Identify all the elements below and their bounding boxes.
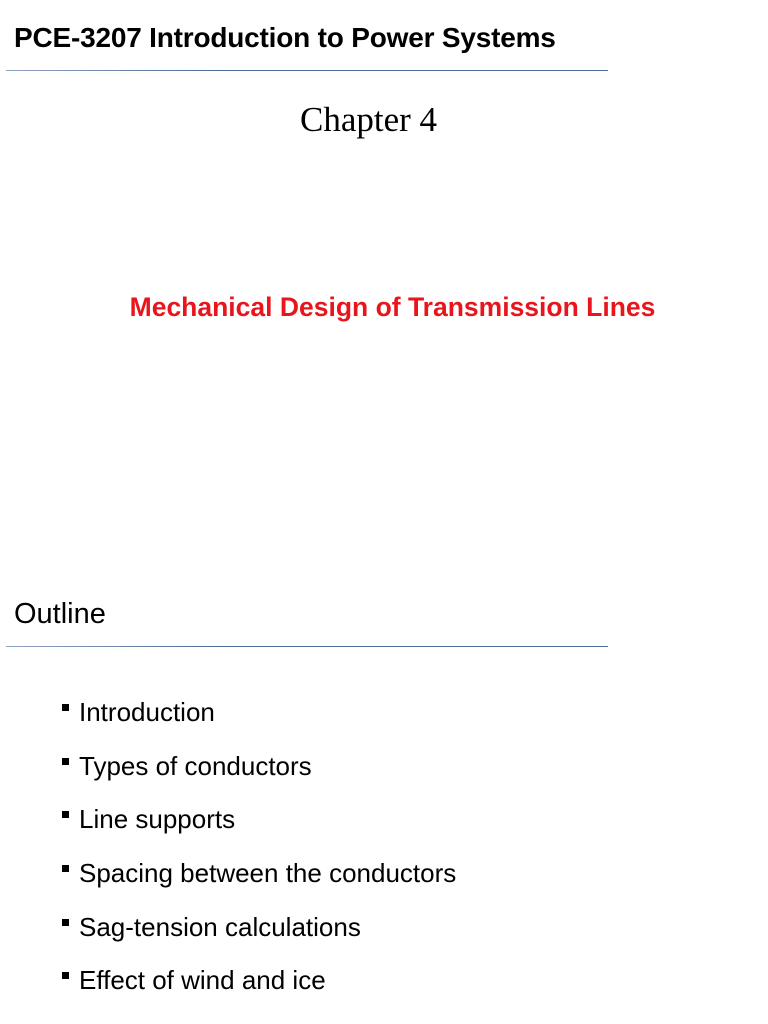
outline-item-label: Introduction <box>79 697 215 728</box>
square-bullet-icon <box>62 865 69 872</box>
chapter-subtitle: Mechanical Design of Transmission Lines <box>129 292 656 322</box>
outline-item <box>62 793 456 847</box>
outline-item <box>62 686 456 740</box>
square-bullet-icon <box>62 811 69 818</box>
outline-item <box>62 740 456 794</box>
outline-list <box>62 686 456 1008</box>
square-bullet-icon <box>62 758 69 765</box>
outline-heading: Outline <box>14 598 106 630</box>
outline-item-label: Effect of wind and ice <box>79 965 326 996</box>
square-bullet-icon <box>62 704 69 711</box>
outline-item <box>62 954 456 1008</box>
square-bullet-icon <box>62 919 69 926</box>
square-bullet-icon <box>62 972 69 979</box>
outline-item-label: Spacing between the conductors <box>79 858 457 889</box>
outline-item-label: Line supports <box>79 804 236 835</box>
outline-item <box>62 900 456 954</box>
header-divider <box>6 70 608 71</box>
outline-item-label: Sag-tension calculations <box>79 911 361 942</box>
chapter-label: Chapter 4 <box>300 100 438 139</box>
outline-item-label: Types of conductors <box>79 750 312 781</box>
outline-divider <box>6 646 608 647</box>
course-title: PCE-3207 Introduction to Power Systems <box>14 22 556 53</box>
outline-item <box>62 847 456 901</box>
